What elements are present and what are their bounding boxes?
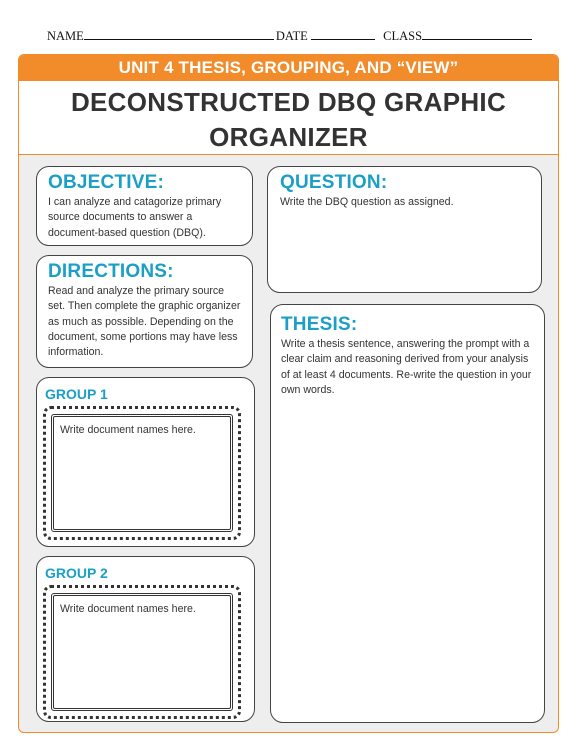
date-field[interactable] — [311, 27, 375, 40]
name-label: NAME — [47, 29, 84, 43]
group2-box — [36, 556, 255, 722]
directions-text: Read and analyze the primary source set. Then complete the graphic organizer as much as possible. Depending on the document, some portions may have less information. — [48, 285, 241, 359]
objective-box — [36, 166, 253, 246]
group1-frame — [43, 406, 241, 540]
group2-prompt: Write document names here. — [60, 603, 196, 615]
thesis-box[interactable] — [270, 304, 545, 723]
date-label: DATE — [275, 29, 308, 43]
page-title-line1: DECONSTRUCTED DBQ GRAPHIC — [70, 87, 507, 117]
title-block — [19, 81, 558, 155]
group2-frame — [43, 585, 241, 719]
question-text: Write the DBQ question as assigned. — [280, 196, 454, 208]
question-heading: QUESTION: — [280, 172, 388, 193]
directions-box — [36, 255, 253, 368]
objective-text: I can analyze and catagorize primary source documents to answer a document-based question (DBQ). — [48, 196, 222, 239]
objective-heading: OBJECTIVE: — [48, 172, 165, 193]
class-label: CLASS — [383, 29, 423, 43]
name-field[interactable] — [84, 27, 274, 40]
thesis-heading: THESIS: — [281, 314, 358, 335]
group2-heading: GROUP 2 — [45, 565, 108, 581]
page-title-line2: ORGANIZER — [209, 122, 368, 152]
organizer-frame — [18, 54, 559, 733]
directions-heading: DIRECTIONS: — [48, 261, 174, 282]
group1-box — [36, 377, 255, 547]
group1-heading: GROUP 1 — [45, 386, 108, 402]
student-info-line — [47, 27, 534, 44]
thesis-text: Write a thesis sentence, answering the prompt with a clear claim and reasoning derived from your analysis of at least 4 documents. Re-write the question in your own words. — [281, 338, 532, 396]
question-box[interactable] — [267, 166, 542, 293]
unit-banner: UNIT 4 THESIS, GROUPING, AND “VIEW” — [19, 55, 558, 81]
class-field[interactable] — [422, 27, 532, 40]
group1-prompt: Write document names here. — [60, 424, 196, 436]
